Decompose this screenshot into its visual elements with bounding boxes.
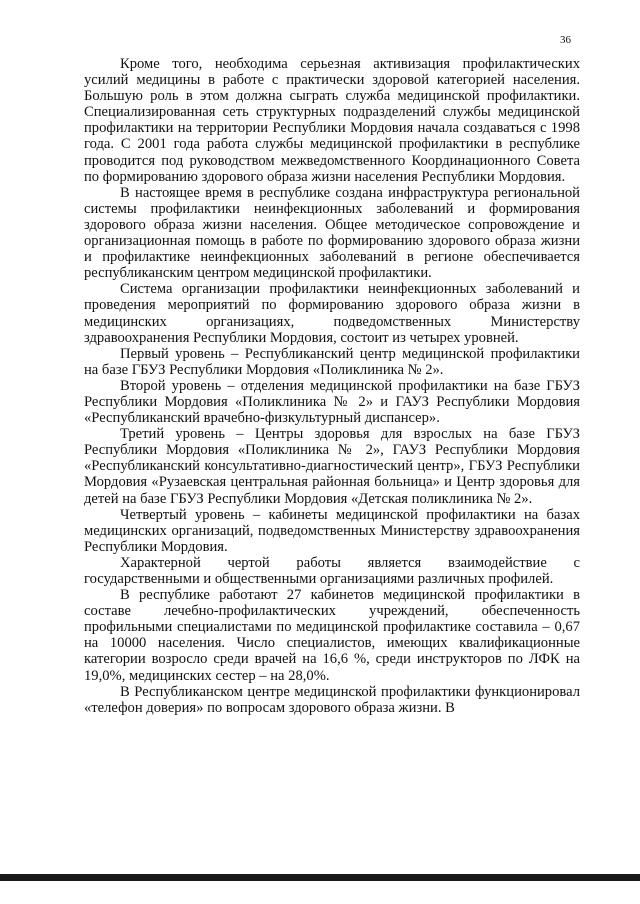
paragraph: Кроме того, необходима серьезная активизация профилактических усилий медицины в работе с практически здоровой категорией населения. Большую роль в этом должна сыграть служба медицинской профилактики. Специализированная сеть структурных подразделений службы медицинской профилактики на территории Республики Мордовия начала создаваться с 1998 года. С 2001 года работа службы медицинской профилактики в республике проводится под руководством межведомственного Координационного Совета по формированию здорового образа жизни населения Республики Мордовия. [84, 56, 580, 185]
paragraph: Второй уровень – отделения медицинской профилактики на базе ГБУЗ Республики Мордовия «Поликлиника № 2» и ГАУЗ Республики Мордовия «Республиканский врачебно-физкультурный диспансер». [84, 377, 580, 427]
document-body [84, 56, 580, 716]
paragraph: В Республиканском центре медицинской профилактики функционировал «телефон доверия» по вопросам здорового образа жизни. В [84, 683, 580, 716]
paragraph: Характерной чертой работы является взаимодействие с государственными и общественными организациями различных профилей. [84, 554, 580, 587]
paragraph: Четвертый уровень – кабинеты медицинской профилактики на базах медицинских организаций, подведомственных Министерству здравоохранения Республики Мордовия. [84, 506, 580, 555]
paragraph: Первый уровень – Республиканский центр медицинской профилактики на базе ГБУЗ Республики Мордовия «Поликлиника № 2». [84, 345, 580, 378]
page-number: 36 [560, 34, 571, 46]
paragraph: В республике работают 27 кабинетов медицинской профилактики в составе лечебно-профилактических учреждений, обеспеченность профильными специалистами по медицинской профилактике составила – 0,67 на 10000 населения. Число специалистов, имеющих квалификационные категории возросло среди врачей на 16,6 %, среди инструкторов по ЛФК на 19,0%, медицинских сестер – на 28,0%. [84, 587, 580, 684]
paragraph: Система организации профилактики неинфекционных заболеваний и проведения мероприятий по формированию здорового образа жизни в медицинских организациях, подведомственных Министерству здравоохранения Республики Мордовия, состоит из четырех уровней. [84, 281, 580, 346]
scan-bottom-edge [0, 874, 640, 881]
paragraph: В настоящее время в республике создана инфраструктура региональной системы профилактики неинфекционных заболеваний и формирования здорового образа жизни населения. Общее методическое сопровождение и организационная помощь в работе по формированию здорового образа жизни и профилактике неинфекционных заболеваний в регионе обеспечивается республиканским центром медицинской профилактики. [84, 184, 580, 282]
paragraph: Третий уровень – Центры здоровья для взрослых на базе ГБУЗ Республики Мордовия «Поликлиника № 2», ГАУЗ Республики Мордовия «Республиканский консультативно-диагностический центр», ГБУЗ Республики Мордовия «Рузаевская центральная районная больница» и Центр здоровья для детей на базе ГБУЗ Республики Мордовия «Детская поликлиника № 2». [84, 426, 580, 507]
